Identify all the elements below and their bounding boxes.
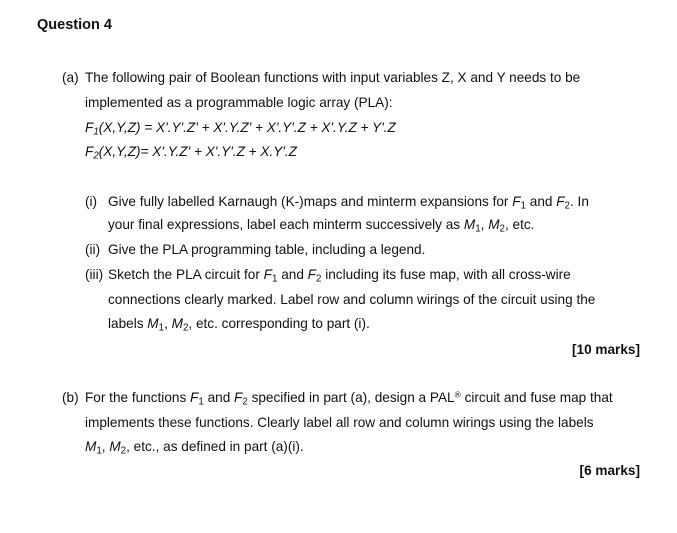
part-b-f1: F	[190, 390, 199, 405]
f2-name: F	[85, 144, 94, 159]
sub-i-m1-sub: 1	[475, 223, 481, 235]
part-b-text-a: For the functions	[85, 390, 191, 405]
part-a-intro-line1: The following pair of Boolean functions with input variables Z, X and Y needs to be	[85, 70, 581, 85]
part-b-line2: implements these functions. Clearly label all row and column wirings using the labels	[85, 415, 594, 430]
sub-iii-f2: F	[307, 267, 316, 282]
sub-i-sep: ,	[480, 217, 489, 232]
sub-iii-text-b: and	[277, 267, 308, 282]
question-title: Question 4	[37, 17, 112, 33]
part-b-text-b: and	[203, 390, 235, 405]
part-b-m1-sub: 1	[96, 445, 102, 457]
sub-i-f2: F	[556, 194, 565, 209]
sub-iii-text-a: Sketch the PLA circuit for	[108, 267, 264, 282]
part-b-m2: M	[109, 439, 121, 454]
part-b-text-d: circuit and fuse map that	[460, 390, 613, 405]
sub-iii-f1-sub: 1	[271, 273, 278, 285]
f1-expression: (X,Y,Z) = X'.Y'.Z' + X'.Y.Z' + X'.Y'.Z + X'.Y.Z + Y'.Z	[98, 120, 396, 135]
sub-i-m2-sub: 2	[499, 223, 505, 235]
part-b-sep: ,	[101, 439, 110, 454]
sub-i-text-a: Give fully labelled Karnaugh (K-)maps and minterm expansions for	[108, 194, 513, 209]
sub-iii-m2-sub: 2	[182, 322, 189, 334]
part-b-marks: [6 marks]	[579, 463, 640, 478]
sub-ii-label: (ii)	[85, 242, 101, 257]
sub-i-f2-sub: 2	[564, 200, 570, 212]
f1-subscript: 1	[93, 126, 99, 138]
sub-i-line2-end: , etc.	[504, 217, 535, 232]
part-b-m2-sub: 2	[120, 445, 127, 457]
sub-iii-line1	[108, 266, 571, 284]
sub-iii-m1-sub: 1	[158, 322, 165, 334]
part-a-marks: [10 marks]	[571, 342, 640, 357]
sub-iii-m1: M	[147, 316, 159, 331]
registered-mark: ®	[454, 389, 461, 400]
sub-iii-m2: M	[171, 316, 183, 331]
sub-iii-sep: ,	[164, 316, 172, 331]
sub-iii-line3-end: , etc. corresponding to part (i).	[188, 316, 370, 331]
sub-ii-text: Give the PLA programming table, including a legend.	[108, 242, 426, 257]
sub-iii-line2: connections clearly marked. Label row and column wirings of the circuit using the	[108, 292, 596, 307]
part-b-f2-sub: 2	[242, 396, 248, 408]
part-b-f2: F	[234, 390, 243, 405]
sub-i-line1	[108, 193, 589, 211]
part-b-label: (b)	[62, 390, 79, 405]
equation-f1	[85, 119, 396, 137]
part-b-m1: M	[85, 439, 97, 454]
sub-iii-f1: F	[263, 267, 272, 282]
part-b-line3-end: , etc., as defined in part (a)(i).	[126, 439, 304, 454]
part-b-f1-sub: 1	[198, 396, 204, 408]
sub-iii-text-c: including its fuse map, with all cross-wire	[321, 267, 571, 282]
part-b-line3	[85, 438, 304, 456]
sub-i-line2-text: your final expressions, label each minterm successively as	[108, 217, 464, 232]
sub-i-m1: M	[463, 217, 476, 232]
part-a-intro-line2: implemented as a programmable logic array (PLA):	[85, 95, 393, 110]
sub-i-f1-sub: 1	[520, 200, 526, 212]
sub-i-f1: F	[512, 194, 521, 209]
sub-i-text-b: and	[526, 194, 557, 209]
sub-iii-line3-text: labels	[108, 316, 148, 331]
f2-subscript: 2	[93, 150, 99, 162]
sub-i-label: (i)	[85, 194, 98, 209]
equation-f2	[85, 143, 297, 161]
part-b-text-c: specified in part (a), design a PAL	[247, 390, 455, 405]
part-b-line1	[85, 389, 613, 407]
sub-iii-label: (iii)	[85, 267, 104, 282]
f2-expression: (X,Y,Z)= X'.Y.Z' + X'.Y'.Z + X.Y'.Z	[98, 144, 297, 159]
sub-iii-line3	[108, 315, 370, 333]
sub-i-text-c: . In	[570, 194, 589, 209]
part-a-label: (a)	[62, 70, 79, 85]
sub-i-line2	[108, 216, 534, 234]
f1-name: F	[85, 120, 94, 135]
sub-i-m2: M	[488, 217, 500, 232]
sub-iii-f2-sub: 2	[315, 273, 322, 285]
